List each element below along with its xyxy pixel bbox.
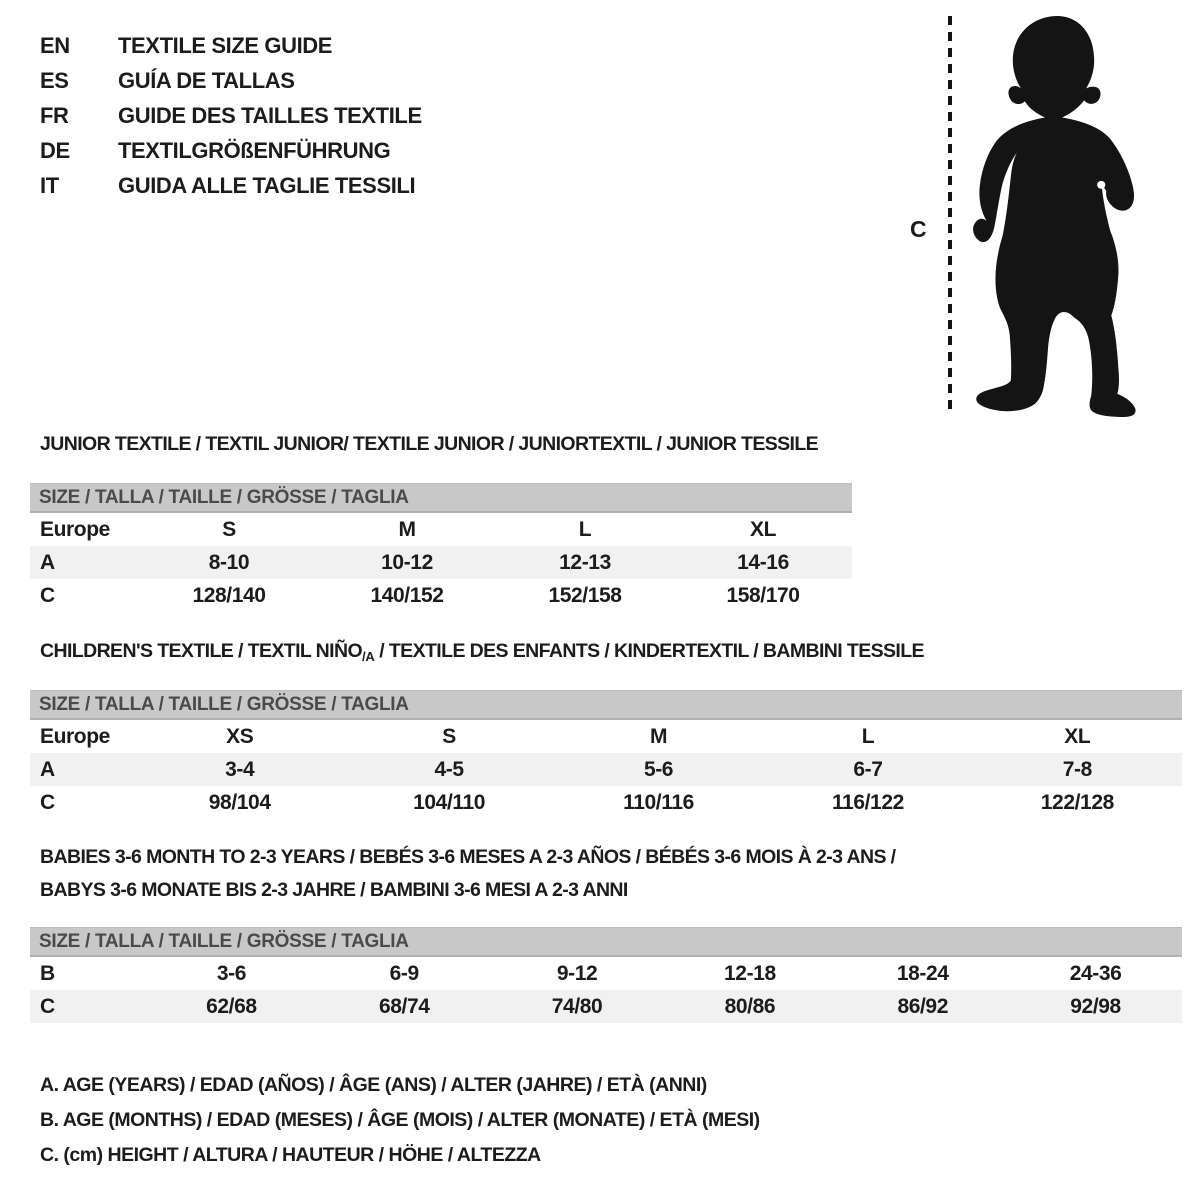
height-cell: 62/68 bbox=[206, 994, 257, 1018]
language-code: FR bbox=[40, 102, 69, 128]
junior-size-table bbox=[30, 483, 852, 612]
age-cell: 5-6 bbox=[643, 757, 674, 781]
children-size-table bbox=[30, 690, 1182, 819]
row-label: C bbox=[40, 583, 55, 607]
language-code: ES bbox=[40, 67, 69, 93]
age-cell: 3-4 bbox=[225, 757, 255, 781]
row-label: C bbox=[40, 994, 55, 1018]
guide-title: GUÍA DE TALLAS bbox=[118, 67, 295, 93]
age-cell: 10-12 bbox=[381, 550, 433, 574]
section-heading-babies-line1: BABIES 3-6 MONTH TO 2-3 YEARS / BEBÉS 3-6 MESES A 2-3 AÑOS / BÉBÉS 3-6 MOIS À 2-3 ANS / bbox=[40, 846, 896, 868]
language-row bbox=[40, 168, 422, 203]
table-row bbox=[30, 720, 1182, 753]
table-row bbox=[30, 513, 852, 546]
age-cell: 12-13 bbox=[559, 550, 611, 574]
height-cell: 152/158 bbox=[548, 583, 622, 607]
size-cell: XL bbox=[1064, 724, 1091, 748]
size-header-bar: SIZE / TALLA / TAILLE / GRÖSSE / TAGLIA bbox=[30, 927, 1182, 957]
size-cell: L bbox=[578, 517, 592, 541]
age-cell: 14-16 bbox=[737, 550, 789, 574]
table-row bbox=[30, 957, 1182, 990]
size-header-bar: SIZE / TALLA / TAILLE / GRÖSSE / TAGLIA bbox=[30, 690, 1182, 720]
table-row bbox=[30, 579, 852, 612]
size-cell: M bbox=[398, 517, 416, 541]
height-cell: 68/74 bbox=[378, 994, 430, 1018]
guide-title: GUIDE DES TAILLES TEXTILE bbox=[118, 102, 422, 128]
height-cell: 122/128 bbox=[1040, 790, 1114, 814]
height-cell: 104/110 bbox=[413, 790, 486, 814]
size-cell: M bbox=[649, 724, 668, 748]
table-row bbox=[30, 990, 1182, 1023]
legend-line-b: B. AGE (MONTHS) / EDAD (MESES) / ÂGE (MOIS) / ALTER (MONATE) / ETÀ (MESI) bbox=[40, 1109, 760, 1131]
age-cell: 3-6 bbox=[216, 961, 246, 985]
row-label: Europe bbox=[40, 517, 110, 541]
language-row bbox=[40, 28, 422, 63]
section-heading-junior: JUNIOR TEXTILE / TEXTIL JUNIOR/ TEXTILE JUNIOR / JUNIORTEXTIL / JUNIOR TESSILE bbox=[40, 433, 819, 455]
size-cell: S bbox=[222, 517, 236, 541]
language-row bbox=[40, 63, 422, 98]
legend-line-a: A. AGE (YEARS) / EDAD (AÑOS) / ÂGE (ANS) / ALTER (JAHRE) / ETÀ (ANNI) bbox=[40, 1074, 707, 1096]
row-label: C bbox=[40, 790, 55, 814]
guide-title: TEXTILGRÖßENFÜHRUNG bbox=[118, 137, 391, 163]
age-cell: 18-24 bbox=[896, 961, 949, 985]
babies-size-table bbox=[30, 927, 1182, 1023]
row-label: Europe bbox=[40, 724, 110, 748]
table-row bbox=[30, 546, 852, 579]
age-cell: 6-9 bbox=[389, 961, 419, 985]
height-measure-label: C bbox=[910, 216, 927, 242]
row-label: A bbox=[40, 550, 55, 574]
size-cell: L bbox=[861, 724, 875, 748]
size-cell: XS bbox=[226, 724, 254, 748]
height-cell: 158/170 bbox=[726, 583, 800, 607]
measure-legend bbox=[40, 1068, 760, 1173]
language-code: IT bbox=[40, 172, 59, 198]
height-cell: 92/98 bbox=[1070, 994, 1121, 1018]
height-cell: 86/92 bbox=[897, 994, 948, 1018]
heading-text: CHILDREN'S TEXTILE / TEXTIL NIÑO bbox=[40, 640, 363, 662]
age-cell: 4-5 bbox=[434, 757, 464, 781]
guide-title: GUIDA ALLE TAGLIE TESSILI bbox=[118, 172, 416, 198]
age-cell: 24-36 bbox=[1069, 961, 1122, 985]
heading-subscript: /A bbox=[362, 649, 375, 664]
age-cell: 12-18 bbox=[724, 961, 776, 985]
row-label: B bbox=[40, 961, 55, 985]
height-cell: 128/140 bbox=[192, 583, 266, 607]
size-header-bar: SIZE / TALLA / TAILLE / GRÖSSE / TAGLIA bbox=[30, 483, 852, 513]
heading-text: / TEXTILE DES ENFANTS / KINDERTEXTIL / BAMBINI TESSILE bbox=[374, 640, 924, 662]
language-row bbox=[40, 98, 422, 133]
language-code: EN bbox=[40, 32, 70, 58]
age-cell: 8-10 bbox=[208, 550, 250, 574]
guide-title: TEXTILE SIZE GUIDE bbox=[118, 32, 333, 58]
language-title-list bbox=[40, 28, 422, 203]
height-cell: 110/116 bbox=[623, 790, 694, 814]
table-row bbox=[30, 786, 1182, 819]
language-code: DE bbox=[40, 137, 70, 163]
table-row bbox=[30, 753, 1182, 786]
size-cell: S bbox=[442, 724, 456, 748]
section-heading-babies-line2: BABYS 3-6 MONATE BIS 2-3 JAHRE / BAMBINI 3-6 MESI A 2-3 ANNI bbox=[40, 879, 628, 901]
toddler-silhouette-icon bbox=[966, 14, 1138, 420]
height-cell: 74/80 bbox=[551, 994, 603, 1018]
size-cell: XL bbox=[749, 517, 777, 541]
age-cell: 9-12 bbox=[556, 961, 598, 985]
height-measure-line bbox=[948, 16, 952, 416]
legend-line-c: C. (cm) HEIGHT / ALTURA / HAUTEUR / HÖHE / ALTEZZA bbox=[40, 1144, 541, 1166]
height-cell: 98/104 bbox=[208, 790, 271, 814]
age-cell: 7-8 bbox=[1062, 757, 1092, 781]
language-row bbox=[40, 133, 422, 168]
row-label: A bbox=[40, 757, 55, 781]
height-cell: 140/152 bbox=[370, 583, 444, 607]
age-cell: 6-7 bbox=[853, 757, 883, 781]
section-heading-children bbox=[40, 640, 924, 664]
height-cell: 116/122 bbox=[831, 790, 904, 814]
height-cell: 80/86 bbox=[724, 994, 776, 1018]
